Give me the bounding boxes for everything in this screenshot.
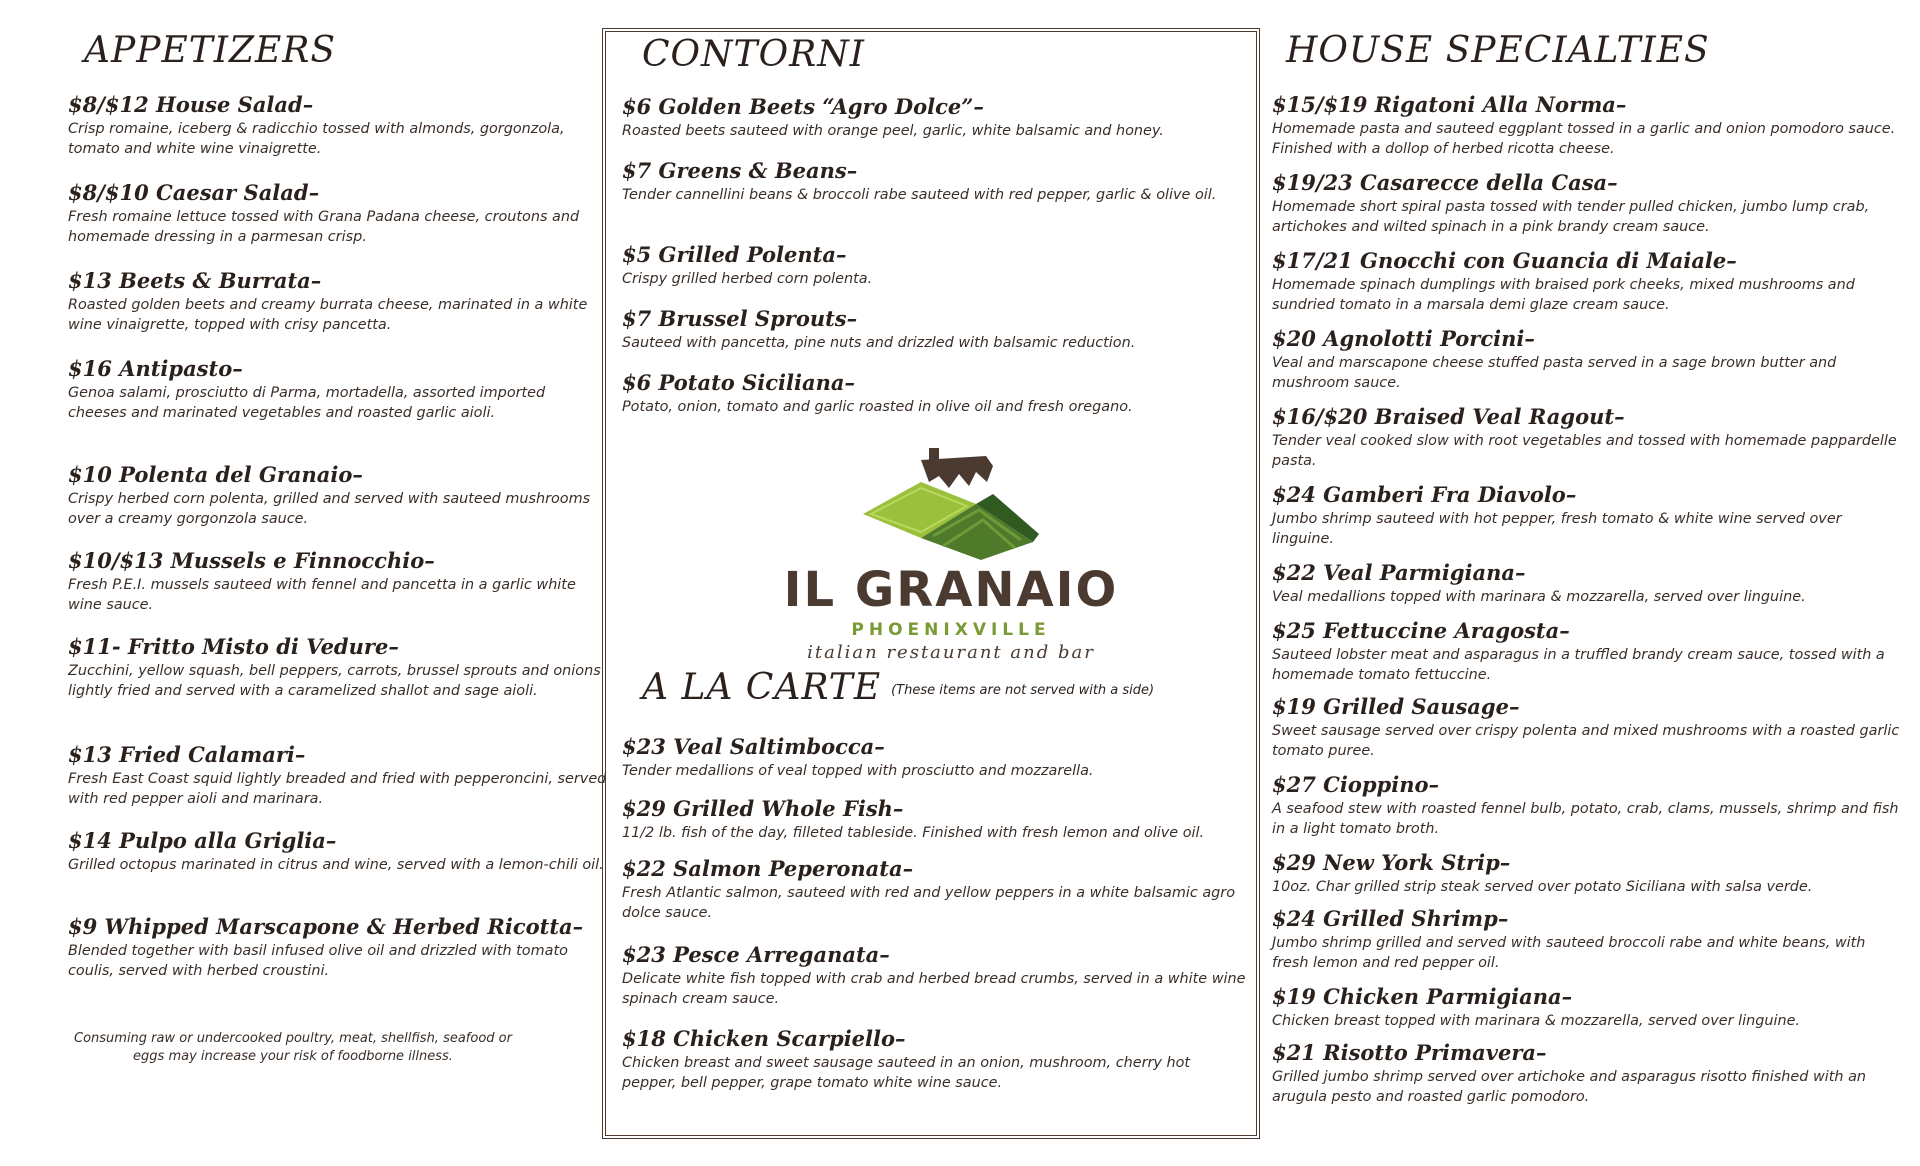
logo-city: PHOENIXVILLE (851, 620, 1051, 640)
item-description: Crisp romaine, iceberg & radicchio tossed with almonds, gorgonzola, tomato and white wine vinaigrette. (68, 121, 565, 157)
menu-item (1272, 404, 1902, 471)
item-description: Delicate white fish topped with crab and herbed bread crumbs, served in a white wine spinach cream sauce. (622, 971, 1246, 1007)
item-description: Sweet sausage served over crispy polenta and mixed mushrooms with a roasted garlic tomato puree. (1272, 723, 1900, 759)
menu-item (1272, 326, 1902, 393)
menu-item (1272, 92, 1902, 159)
item-description: Veal and marscapone cheese stuffed pasta served in a sage brown butter and mushroom sauce. (1272, 355, 1837, 391)
item-name: $23 Veal Saltimbocca – (622, 734, 1248, 760)
item-description: Fresh East Coast squid lightly breaded and fried with pepperoncini, served with red pepper aioli and marinara. (68, 771, 607, 807)
a-la-carte-title (642, 667, 1154, 708)
item-name: $18 Chicken Scarpiello – (622, 1026, 1248, 1052)
item-name: $6 Potato Siciliana – (622, 370, 1248, 396)
item-name: $19 Chicken Parmigiana – (1272, 984, 1902, 1010)
item-description: Crispy herbed corn polenta, grilled and served with sauteed mushrooms over a creamy gorgonzola sauce. (68, 491, 591, 527)
item-name: $8/$12 House Salad – (68, 92, 608, 118)
item-name: $24 Gamberi Fra Diavolo – (1272, 482, 1902, 508)
menu-item (68, 180, 608, 247)
food-safety-disclaimer: Consuming raw or undercooked poultry, meat, shellfish, seafood or eggs may increase your risk of foodborne illness. (74, 1031, 512, 1064)
item-description: Veal medallions topped with marinara & mozzarella, served over linguine. (1272, 589, 1806, 605)
menu-item (1272, 170, 1902, 237)
menu-item (622, 796, 1248, 843)
menu-item (1272, 694, 1902, 761)
item-name: $5 Grilled Polenta – (622, 242, 1248, 268)
menu-item (622, 158, 1248, 205)
menu-item (622, 734, 1248, 781)
item-name: $11- Fritto Misto di Vedure – (68, 634, 608, 660)
item-description: Zucchini, yellow squash, bell peppers, carrots, brussel sprouts and onions lightly fried and served with a caramelized shallot and sage aioli. (68, 663, 601, 699)
item-description: Homemade spinach dumplings with braised pork cheeks, mixed mushrooms and sundried tomato in a marsala demi glaze cream sauce. (1272, 277, 1855, 313)
menu-item (1272, 560, 1902, 607)
item-description: Sauteed lobster meat and asparagus in a truffled brandy cream sauce, tossed with a homemade tomato fettuccine. (1272, 647, 1885, 683)
center-panel (602, 28, 1260, 1139)
item-description: Chicken breast topped with marinara & mozzarella, served over linguine. (1272, 1013, 1800, 1029)
menu-item (68, 548, 608, 615)
item-name: $23 Pesce Arreganata – (622, 942, 1248, 968)
item-name: $7 Brussel Sprouts – (622, 306, 1248, 332)
item-name: $10 Polenta del Granaio – (68, 462, 608, 488)
a-la-carte-note: (These items are not served with a side) (891, 682, 1155, 698)
item-name: $13 Beets & Burrata – (68, 268, 608, 294)
item-name: $20 Agnolotti Porcini – (1272, 326, 1902, 352)
appetizers-title: APPETIZERS (84, 30, 337, 71)
item-name: $14 Pulpo alla Griglia – (68, 828, 608, 854)
item-description: A seafood stew with roasted fennel bulb, potato, crab, clams, mussels, shrimp and fish in a light tomato broth. (1272, 801, 1899, 837)
item-name: $13 Fried Calamari – (68, 742, 608, 768)
contorni-title: CONTORNI (642, 34, 865, 75)
menu-item (1272, 850, 1902, 897)
item-description: Tender medallions of veal topped with prosciutto and mozzarella. (622, 763, 1094, 779)
item-name: $15/$19 Rigatoni Alla Norma – (1272, 92, 1902, 118)
wheat-field-logo-icon (771, 442, 1131, 562)
item-description: Roasted golden beets and creamy burrata cheese, marinated in a white wine vinaigrette, topped with crisy pancetta. (68, 297, 588, 333)
item-description: Genoa salami, prosciutto di Parma, mortadella, assorted imported cheeses and marinated vegetables and roasted garlic aioli. (68, 385, 546, 421)
item-description: Jumbo shrimp sauteed with hot pepper, fresh tomato & white wine served over linguine. (1272, 511, 1842, 547)
menu-item (68, 914, 608, 981)
item-description: Tender cannellini beans & broccoli rabe sauteed with red pepper, garlic & olive oil. (622, 187, 1217, 203)
menu-item (622, 370, 1248, 417)
item-name: $19/23 Casarecce della Casa – (1272, 170, 1902, 196)
item-name: $27 Cioppino – (1272, 772, 1902, 798)
item-description: Chicken breast and sweet sausage sauteed in an onion, mushroom, cherry hot pepper, bell pepper, grape tomato white wine sauce. (622, 1055, 1191, 1091)
menu-item (1272, 248, 1902, 315)
item-description: Roasted beets sauteed with orange peel, garlic, white balsamic and honey. (622, 123, 1164, 139)
item-name: $21 Risotto Primavera – (1272, 1040, 1902, 1066)
item-description: Potato, onion, tomato and garlic roasted in olive oil and fresh oregano. (622, 399, 1133, 415)
item-name: $19 Grilled Sausage – (1272, 694, 1902, 720)
restaurant-logo (771, 442, 1131, 667)
item-name: $16/$20 Braised Veal Ragout – (1272, 404, 1902, 430)
item-description: Crispy grilled herbed corn polenta. (622, 271, 873, 287)
menu-item (622, 1026, 1248, 1093)
item-name: $16 Antipasto – (68, 356, 608, 382)
menu-item (622, 94, 1248, 141)
item-description: Fresh Atlantic salmon, sauteed with red and yellow peppers in a white balsamic agro dolce sauce. (622, 885, 1236, 921)
a-la-carte-heading: A LA CARTE (642, 667, 882, 708)
menu-item (1272, 618, 1902, 685)
menu-item (68, 356, 608, 423)
menu-item (622, 306, 1248, 353)
menu-item (68, 828, 608, 875)
item-description: Grilled jumbo shrimp served over artichoke and asparagus risotto finished with an arugula pesto and roasted garlic pomodoro. (1272, 1069, 1867, 1105)
house-specialties-title: HOUSE SPECIALTIES (1286, 30, 1710, 71)
menu-item (68, 742, 608, 809)
item-description: Jumbo shrimp grilled and served with sauteed broccoli rabe and white beans, with fresh lemon and red pepper oil. (1272, 935, 1866, 971)
item-name: $8/$10 Caesar Salad – (68, 180, 608, 206)
item-description: Grilled octopus marinated in citrus and wine, served with a lemon-chili oil. (68, 857, 604, 873)
item-description: 10oz. Char grilled strip steak served over potato Siciliana with salsa verde. (1272, 879, 1813, 895)
item-name: $7 Greens & Beans – (622, 158, 1248, 184)
item-description: Tender veal cooked slow with root vegetables and tossed with homemade pappardelle pasta. (1272, 433, 1897, 469)
menu-item (68, 268, 608, 335)
item-name: $9 Whipped Marscapone & Herbed Ricotta – (68, 914, 608, 940)
menu-item (622, 856, 1248, 923)
menu-item (1272, 984, 1902, 1031)
item-name: $24 Grilled Shrimp – (1272, 906, 1902, 932)
item-description: Fresh romaine lettuce tossed with Grana Padana cheese, croutons and homemade dressing in a parmesan crisp. (68, 209, 580, 245)
logo-tagline: italian restaurant and bar (807, 642, 1095, 663)
item-name: $6 Golden Beets “Agro Dolce” – (622, 94, 1248, 120)
item-description: Fresh P.E.I. mussels sauteed with fennel and pancetta in a garlic white wine sauce. (68, 577, 576, 613)
item-name: $22 Veal Parmigiana – (1272, 560, 1902, 586)
item-description: Sauteed with pancetta, pine nuts and drizzled with balsamic reduction. (622, 335, 1136, 351)
menu-item (1272, 1040, 1902, 1107)
menu-item (68, 634, 608, 701)
menu-item (622, 242, 1248, 289)
menu-item (68, 462, 608, 529)
menu-item (622, 942, 1248, 1009)
item-name: $25 Fettuccine Aragosta – (1272, 618, 1902, 644)
menu-item (68, 92, 608, 159)
item-description: Homemade pasta and sauteed eggplant tossed in a garlic and onion pomodoro sauce. Finished with a dollop of herbed ricotta cheese. (1272, 121, 1896, 157)
item-description: Homemade short spiral pasta tossed with tender pulled chicken, jumbo lump crab, artichokes and wilted spinach in a pink brandy cream sauce. (1272, 199, 1870, 235)
item-description: 11/2 lb. fish of the day, filleted tableside. Finished with fresh lemon and olive oil. (622, 825, 1205, 841)
menu-item (1272, 482, 1902, 549)
item-name: $29 New York Strip – (1272, 850, 1902, 876)
item-name: $10/$13 Mussels e Finnocchio – (68, 548, 608, 574)
logo-name: IL GRANAIO (783, 562, 1119, 618)
menu-item (1272, 906, 1902, 973)
item-name: $17/21 Gnocchi con Guancia di Maiale – (1272, 248, 1902, 274)
menu-item (1272, 772, 1902, 839)
item-name: $29 Grilled Whole Fish – (622, 796, 1248, 822)
item-description: Blended together with basil infused olive oil and drizzled with tomato coulis, served with herbed croustini. (68, 943, 568, 979)
item-name: $22 Salmon Peperonata – (622, 856, 1248, 882)
